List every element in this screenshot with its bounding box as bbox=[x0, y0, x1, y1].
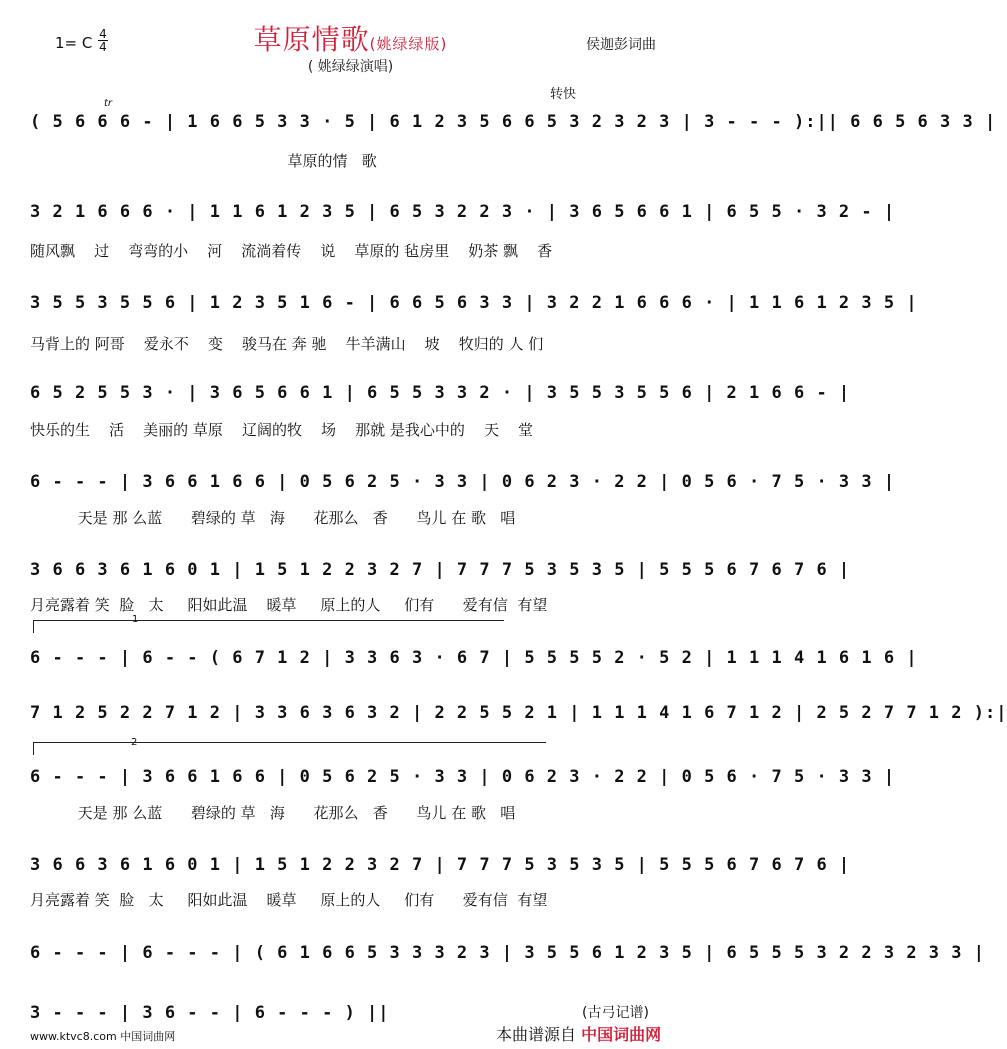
footer-source bbox=[496, 1022, 661, 1045]
lyric-line-2: 随风飘 过 弯弯的小 河 流淌着传 说 草原的 毡房里 奶茶 飘 香 bbox=[30, 242, 553, 260]
staff-line-11: 6 - - - | 6 - - - | ( 6 1 6 6 5 3 3 3 2 3 | 3 5 5 6 1 2 3 5 | 6 5 5 5 3 2 2 3 2 3 3 | bbox=[30, 943, 985, 963]
transcriber-note: (古弓记谱) bbox=[582, 1005, 649, 1021]
staff-line-3: 3 5 5 3 5 5 6 | 1 2 3 5 1 6 - | 6 6 5 6 3 3 | 3 2 2 1 6 6 6 · | 1 1 6 1 2 3 5 | bbox=[30, 293, 918, 313]
time-signature bbox=[98, 28, 108, 53]
staff-line-12: 3 - - - | 3 6 - - | 6 - - - ) || bbox=[30, 1003, 390, 1023]
staff-line-1: ( 5 6 6 6 - | 1 6 6 5 3 3 · 5 | 6 1 2 3 5 6 6 5 3 2 3 2 3 | 3 - - - ):|| 6 6 5 6 3 3 | bbox=[30, 112, 997, 132]
lyric-line-3: 马背上的 阿哥 爱永不 变 骏马在 奔 驰 牛羊满山 坡 牧归的 人 们 bbox=[30, 335, 544, 353]
lyric-line-1: 草原的情 歌 bbox=[30, 152, 377, 170]
singer-credit: ( 姚绿绿演唱) bbox=[307, 59, 394, 75]
staff-line-8: 7 1 2 5 2 2 7 1 2 | 3 3 6 3 6 3 2 | 2 2 5 5 2 1 | 1 1 1 4 1 6 7 1 2 | 2 5 2 7 7 1 2 ):| bbox=[30, 703, 1007, 723]
volta-second-number: 2 bbox=[131, 737, 138, 748]
time-bottom: 4 bbox=[99, 40, 107, 54]
lyric-line-4: 快乐的生 活 美丽的 草原 辽阔的牧 场 那就 是我心中的 天 堂 bbox=[30, 421, 534, 439]
volta-second-bracket bbox=[33, 742, 546, 755]
footer-source-site: 中国词曲网 bbox=[581, 1025, 662, 1044]
footer-source-label: 本曲谱源自 bbox=[496, 1025, 577, 1044]
staff-line-9: 6 - - - | 3 6 6 1 6 6 | 0 5 6 2 5 · 3 3 | 0 6 2 3 · 2 2 | 0 5 6 · 7 5 · 3 3 | bbox=[30, 767, 896, 787]
volta-first-number: 1 bbox=[132, 614, 139, 625]
lyric-line-9: 天是 那 么蓝 碧绿的 草 海 花那么 香 鸟儿 在 歌 唱 bbox=[30, 804, 516, 822]
staff-line-4: 6 5 2 5 5 3 · | 3 6 5 6 6 1 | 6 5 5 3 3 2 · | 3 5 5 3 5 5 6 | 2 1 6 6 - | bbox=[30, 383, 851, 403]
trill-mark: tr bbox=[104, 98, 113, 109]
lyric-line-10: 月亮露着 笑 脸 太 阳如此温 暖草 原上的人 们有 爱有信 有望 bbox=[30, 891, 548, 909]
staff-line-2: 3 2 1 6 6 6 · | 1 1 6 1 2 3 5 | 6 5 3 2 2 3 · | 3 6 5 6 6 1 | 6 5 5 · 3 2 - | bbox=[30, 202, 896, 222]
title-main: 草原情歌 bbox=[253, 23, 370, 56]
lyric-line-6: 月亮露着 笑 脸 太 阳如此温 暖草 原上的人 们有 爱有信 有望 bbox=[30, 596, 548, 614]
footer-site: www.ktvc8.com 中国词曲网 bbox=[30, 1030, 176, 1043]
staff-line-6: 3 6 6 3 6 1 6 0 1 | 1 5 1 2 2 3 2 7 | 7 7 7 5 3 5 3 5 | 5 5 5 6 7 6 7 6 | bbox=[30, 560, 851, 580]
volta-first-bracket bbox=[33, 620, 504, 633]
key-signature: 1= C bbox=[55, 34, 93, 52]
lyric-line-5: 天是 那 么蓝 碧绿的 草 海 花那么 香 鸟儿 在 歌 唱 bbox=[30, 509, 516, 527]
staff-line-5: 6 - - - | 3 6 6 1 6 6 | 0 5 6 2 5 · 3 3 | 0 6 2 3 · 2 2 | 0 5 6 · 7 5 · 3 3 | bbox=[30, 472, 896, 492]
time-top: 4 bbox=[99, 27, 107, 41]
tempo-mark: 转快 bbox=[550, 87, 577, 102]
composer-credit: 侯迦彭词曲 bbox=[586, 37, 656, 53]
staff-line-7: 6 - - - | 6 - - ( 6 7 1 2 | 3 3 6 3 · 6 7 | 5 5 5 5 2 · 5 2 | 1 1 1 4 1 6 1 6 | bbox=[30, 648, 918, 668]
staff-line-10: 3 6 6 3 6 1 6 0 1 | 1 5 1 2 2 3 2 7 | 7 7 7 5 3 5 3 5 | 5 5 5 6 7 6 7 6 | bbox=[30, 855, 851, 875]
title-sub: (姚绿绿版) bbox=[369, 35, 448, 53]
